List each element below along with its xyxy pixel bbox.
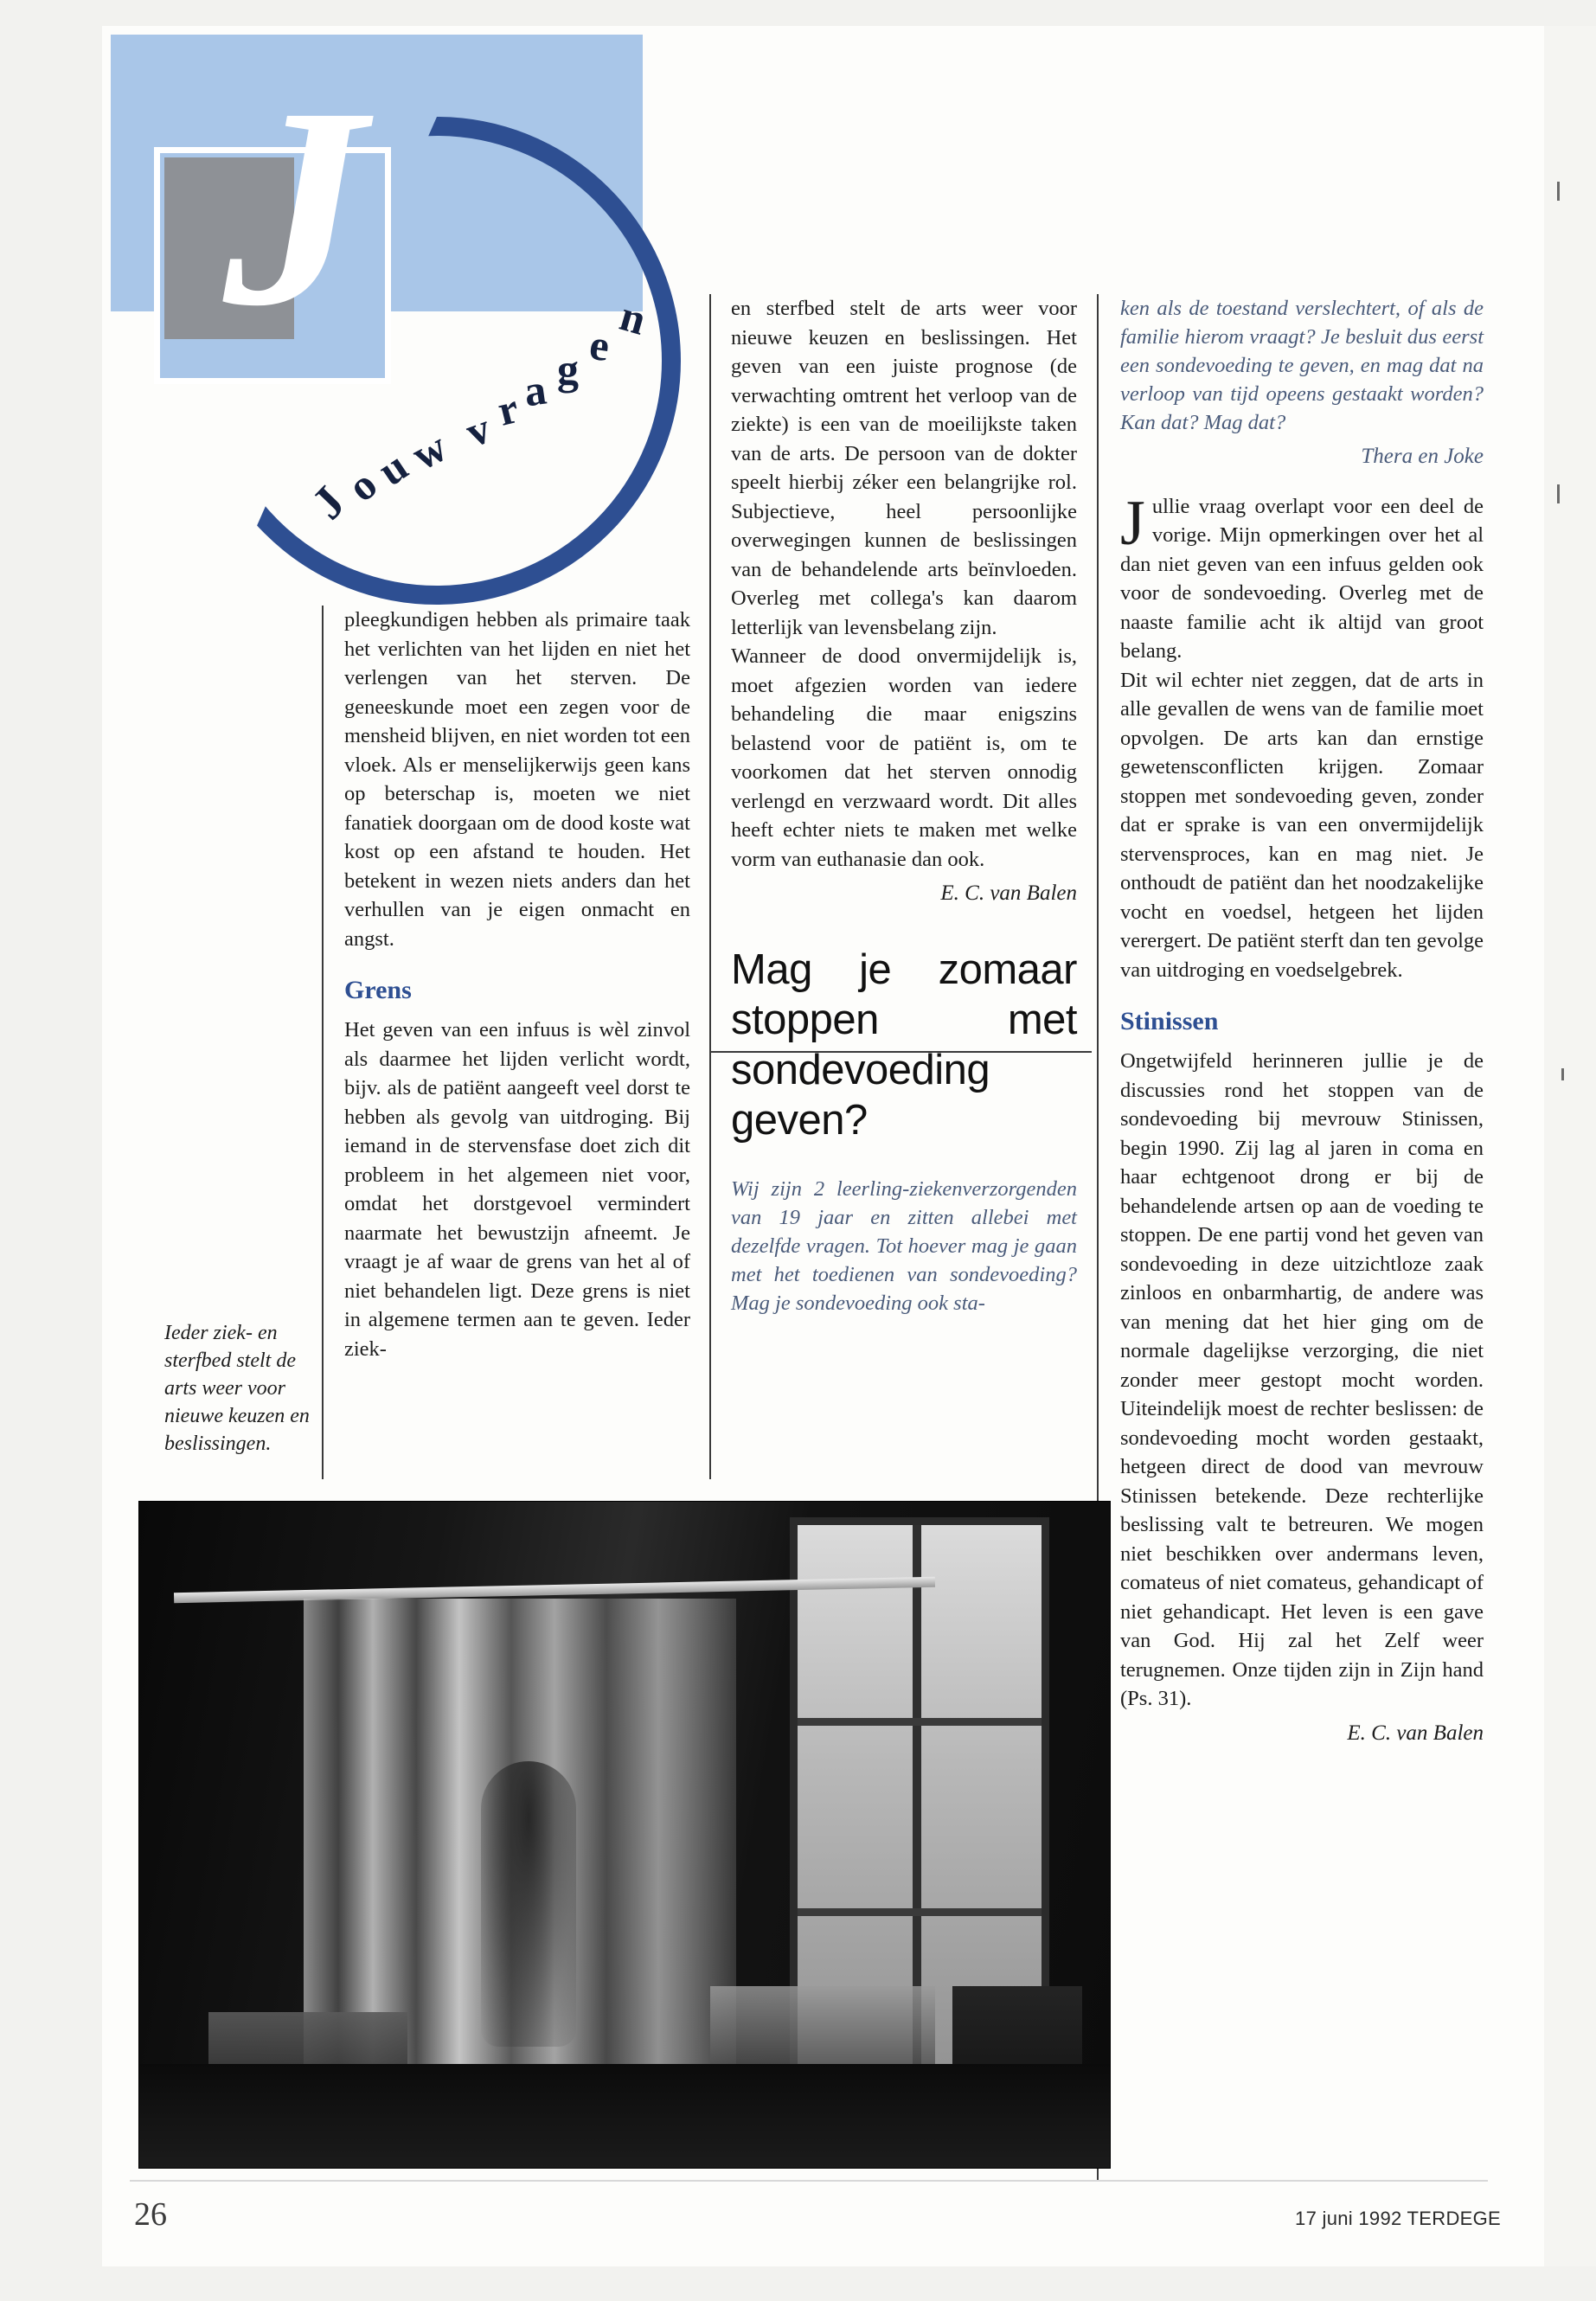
column-two <box>731 294 1077 1317</box>
col3-signature: E. C. van Balen <box>1347 1721 1484 1745</box>
photo-floor <box>139 2064 1110 2168</box>
col1-subhead-grens: Grens <box>344 976 412 1004</box>
logo-char: n <box>614 291 651 344</box>
article-headline: Mag je zomaar stoppen met sondevoeding geven? <box>731 945 1077 1144</box>
logo-char: J <box>301 476 356 529</box>
col3-answer-text-1: ullie vraag overlapt voor een deel de vorige. Mijn opmerkingen over het al dan niet geven van een infuus gelden ook voor de sondevoeding. Overleg met de naaste familie acht ik altijd van groot belang. <box>1120 494 1484 663</box>
registration-tick <box>1557 484 1560 503</box>
col1-continued-paragraph: pleegkundigen hebben als primaire taak het verlichten van het lijden en niet het verlengen van het sterven. De geneeskunde moet een zegen voor de mensheid blijven, en niet worden tot een vloek. Als er menselijkerwijs geen kans op beterschap is, moeten we niet fanatiek doorgaan om de dood koste wat kost op een afstand te houden. Het betekent in wezen niets anders dan het verhullen van je eigen onmacht en angst. <box>344 608 690 951</box>
footer-divider <box>130 2180 1488 2182</box>
col2-question-intro: Wij zijn 2 leerling-ziekenverzorgenden van 19 jaar en zitten allebei met dezelfde vragen. Tot hoever mag je gaan met het toedienen van sondevoeding? Mag je sondevoeding ook sta- <box>731 1176 1077 1315</box>
page-number: 26 <box>134 2196 167 2233</box>
logo-char: a <box>521 364 549 416</box>
col2-signature: E. C. van Balen <box>940 881 1077 905</box>
logo-char: u <box>369 441 417 495</box>
registration-tick <box>1557 182 1560 201</box>
column-one <box>344 606 690 1363</box>
logo-char: e <box>586 319 612 371</box>
pull-quote: Ieder ziek- en sterfbed stelt de arts weer voor nieuwe keuzen en beslissingen. <box>164 1322 310 1455</box>
col3-subhead-stinissen: Stinissen <box>1120 1007 1219 1035</box>
col3-stinissen-paragraph: Ongetwijfeld herinneren jullie je de discussies rond het stoppen van de sondevoeding bij mevrouw Stinissen, begin 1990. Zij lag al jaren in coma en haar echtgenoot drong er bij de behandelende artsen op aan de voeding te stoppen. De ene partij vond het geven van sondevoeding in deze uitzichtloze zaak zinloos en onbarmhartig, de andere was van mening dat het hier ging om de normale dagelijkse verzorging, die niet zonder meer gestopt mocht worden. Uiteindelijk moest de rechter beslissen: de sondevoeding mocht worden gestaakt, hetgeen direct de dood van mevrouw Stinissen betekende. Deze rechterlijke beslissing valt te betreuren. We mogen niet beschikken over andermans leven, comateus of niet comateus, gehandicapt of niet gehandicapt. Het leven is een gave van God. Hij zal het Zelf weer terugnemen. Onze tijden zijn in Zijn hand (Ps. 31). <box>1120 1049 1484 1710</box>
logo-char: w <box>403 421 455 480</box>
column-three <box>1120 294 1484 1747</box>
scan-edge-left <box>0 0 102 2301</box>
issue-line: 17 juni 1992 TERDEGE <box>1295 2208 1501 2229</box>
col2-paragraph-1: en sterfbed stelt de arts weer voor nieuwe keuzen en beslissingen. Het geven van een juiste prognose (de verwachting omtrent het verloop van de ziekte) is een van de moeilijkste taken van de arts. De persoon van de dokter speelt hierbij zéker een belangrijke rol. Subjectieve, heel persoonlijke overwegingen kunnen de beslissingen van de behandelende arts beïnvloeden. Overleg met collega's kan daarom letterlijk van levensbelang zijn. <box>731 297 1077 639</box>
registration-tick <box>1561 1068 1564 1080</box>
column-rule-2 <box>709 294 711 1479</box>
photo-figure-silhouette <box>481 1761 576 2047</box>
article-photo <box>138 1501 1111 2169</box>
logo-letter-j: J <box>223 49 357 365</box>
logo-char: r <box>492 383 523 435</box>
col3-question-continued: ken als de toestand verslechtert, of als de familie hierom vraagt? Je besluit dus eerst een sondevoeding te geven, en mag dat na verloop van tijd opeens gestaakt worden? Kan dat? Mag dat? <box>1120 297 1484 434</box>
logo-char: o <box>337 459 387 511</box>
col3-question-signature: Thera en Joke <box>1361 445 1484 468</box>
scan-edge-right <box>1544 0 1596 2301</box>
logo-wordmark <box>111 35 651 562</box>
col3-answer-paragraph-2: Dit wil echter niet zeggen, dat de arts in alle gevallen de wens van de familie moet opvolgen. De arts kan dan ernstige gewetensconflicten krijgen. Zomaar stoppen met sondevoeding geven, zonder dat er sprake is van een onvermijdelijk stervensproces, kan en mag niet. Je onthoudt de patiënt dan het noodzakelijke vocht en voedsel, hetgeen het lijden verergert. De patiënt sterft dan ten gevolge van uitdroging en voedselgebrek. <box>1120 668 1484 982</box>
scan-edge-bottom <box>0 2266 1596 2301</box>
scan-edge-top <box>0 0 1596 26</box>
section-logo <box>111 35 664 562</box>
col2-paragraph-2: Wanneer de dood onvermijdelijk is, moet afgezien worden van iedere behandeling die maar enigszins belastend voor de patiënt is, om te voorkomen dat het sterven onnodig verlengd en verzwaard wordt. Dit alles heeft echter niets te maken met welke vorm van euthanasie dan ook. <box>731 644 1077 871</box>
col1-grens-paragraph: Het geven van een infuus is wèl zinvol als daarmee het lijden verlicht wordt, bijv. als de patiënt aangeeft veel dorst te hebben als gevolg van uitdroging. Bij iemand in de stervensfase doet zich dit probleem in het algemeen niet voor, omdat het dorstgevoel vermindert naarmate het bewustzijn afneemt. Je vraagt je af waar de grens van het al of niet behandelen ligt. Deze grens is niet in algemene termen aan te geven. Ieder ziek- <box>344 1018 690 1361</box>
logo-char: g <box>557 345 579 394</box>
dropcap-j: J <box>1120 487 1145 559</box>
col3-answer-paragraph-1 <box>1120 487 1484 666</box>
logo-char: v <box>459 403 497 457</box>
